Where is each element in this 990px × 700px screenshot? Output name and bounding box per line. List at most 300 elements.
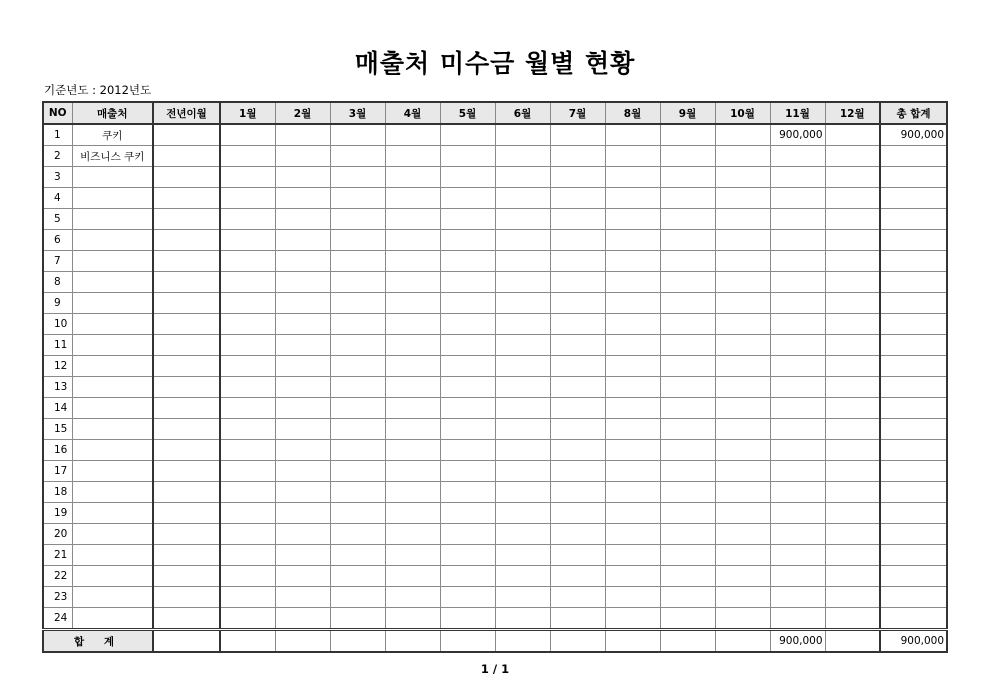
- month-cell[interactable]: [550, 251, 605, 272]
- month-cell[interactable]: [330, 209, 385, 230]
- client-cell[interactable]: [72, 461, 153, 482]
- month-cell[interactable]: [330, 314, 385, 335]
- month-cell[interactable]: [440, 587, 495, 608]
- month-cell[interactable]: [715, 440, 770, 461]
- month-cell[interactable]: [440, 188, 495, 209]
- month-cell[interactable]: [275, 461, 330, 482]
- carryover-cell[interactable]: [153, 440, 220, 461]
- carryover-cell[interactable]: [153, 461, 220, 482]
- month-cell[interactable]: [220, 124, 275, 146]
- month-cell[interactable]: [220, 251, 275, 272]
- month-cell[interactable]: [440, 124, 495, 146]
- month-cell[interactable]: [550, 398, 605, 419]
- month-cell[interactable]: [715, 124, 770, 146]
- client-cell[interactable]: [72, 188, 153, 209]
- client-cell[interactable]: [72, 272, 153, 293]
- month-cell[interactable]: [385, 251, 440, 272]
- month-cell[interactable]: [495, 314, 550, 335]
- month-cell[interactable]: [770, 482, 825, 503]
- month-cell[interactable]: [220, 314, 275, 335]
- month-cell[interactable]: [385, 440, 440, 461]
- month-cell[interactable]: [495, 377, 550, 398]
- month-cell[interactable]: [605, 587, 660, 608]
- month-cell[interactable]: [825, 167, 880, 188]
- month-cell[interactable]: [220, 335, 275, 356]
- month-cell[interactable]: [330, 608, 385, 630]
- month-cell[interactable]: [605, 440, 660, 461]
- month-cell[interactable]: [660, 124, 715, 146]
- carryover-cell[interactable]: [153, 272, 220, 293]
- month-cell[interactable]: [385, 209, 440, 230]
- month-cell[interactable]: [770, 209, 825, 230]
- month-cell[interactable]: [385, 335, 440, 356]
- month-cell[interactable]: [220, 209, 275, 230]
- month-cell[interactable]: [220, 377, 275, 398]
- month-cell[interactable]: [330, 524, 385, 545]
- month-cell[interactable]: [715, 314, 770, 335]
- month-cell[interactable]: [660, 545, 715, 566]
- month-cell[interactable]: [825, 398, 880, 419]
- month-cell[interactable]: [440, 314, 495, 335]
- month-cell[interactable]: [550, 146, 605, 167]
- month-cell[interactable]: [660, 608, 715, 630]
- month-cell[interactable]: [440, 272, 495, 293]
- month-cell[interactable]: [330, 188, 385, 209]
- month-cell[interactable]: [220, 146, 275, 167]
- client-cell[interactable]: [72, 167, 153, 188]
- month-cell[interactable]: [275, 503, 330, 524]
- month-cell[interactable]: [825, 545, 880, 566]
- month-cell[interactable]: [825, 209, 880, 230]
- carryover-cell[interactable]: [153, 314, 220, 335]
- month-cell[interactable]: [605, 461, 660, 482]
- month-cell[interactable]: [770, 608, 825, 630]
- month-cell[interactable]: [440, 146, 495, 167]
- month-cell[interactable]: [770, 566, 825, 587]
- month-cell[interactable]: [275, 608, 330, 630]
- month-cell[interactable]: [330, 146, 385, 167]
- month-cell[interactable]: [275, 209, 330, 230]
- month-cell[interactable]: [385, 314, 440, 335]
- month-cell[interactable]: [770, 230, 825, 251]
- month-cell[interactable]: [220, 293, 275, 314]
- month-cell[interactable]: [825, 314, 880, 335]
- month-cell[interactable]: [330, 587, 385, 608]
- month-cell[interactable]: [660, 398, 715, 419]
- month-cell[interactable]: [605, 377, 660, 398]
- month-cell[interactable]: [825, 251, 880, 272]
- month-cell[interactable]: [385, 461, 440, 482]
- month-cell[interactable]: [715, 545, 770, 566]
- month-cell[interactable]: [550, 545, 605, 566]
- client-cell[interactable]: [72, 335, 153, 356]
- month-cell[interactable]: [330, 545, 385, 566]
- month-cell[interactable]: [770, 314, 825, 335]
- month-cell[interactable]: [440, 377, 495, 398]
- month-cell[interactable]: [550, 124, 605, 146]
- month-cell[interactable]: [275, 524, 330, 545]
- month-cell[interactable]: [440, 356, 495, 377]
- month-cell[interactable]: [660, 230, 715, 251]
- month-cell[interactable]: [385, 293, 440, 314]
- month-cell[interactable]: [220, 356, 275, 377]
- client-cell[interactable]: 비즈니스 쿠키: [72, 146, 153, 167]
- month-cell[interactable]: 900,000: [770, 124, 825, 146]
- month-cell[interactable]: [220, 440, 275, 461]
- month-cell[interactable]: [605, 188, 660, 209]
- month-cell[interactable]: [550, 503, 605, 524]
- month-cell[interactable]: [330, 356, 385, 377]
- month-cell[interactable]: [495, 272, 550, 293]
- month-cell[interactable]: [330, 461, 385, 482]
- month-cell[interactable]: [550, 272, 605, 293]
- month-cell[interactable]: [550, 188, 605, 209]
- month-cell[interactable]: [660, 587, 715, 608]
- month-cell[interactable]: [825, 188, 880, 209]
- month-cell[interactable]: [440, 230, 495, 251]
- month-cell[interactable]: [825, 335, 880, 356]
- carryover-cell[interactable]: [153, 419, 220, 440]
- month-cell[interactable]: [825, 566, 880, 587]
- client-cell[interactable]: [72, 608, 153, 630]
- month-cell[interactable]: [770, 440, 825, 461]
- month-cell[interactable]: [495, 251, 550, 272]
- month-cell[interactable]: [825, 272, 880, 293]
- month-cell[interactable]: [825, 230, 880, 251]
- month-cell[interactable]: [770, 377, 825, 398]
- month-cell[interactable]: [440, 335, 495, 356]
- month-cell[interactable]: [495, 124, 550, 146]
- month-cell[interactable]: [825, 461, 880, 482]
- month-cell[interactable]: [385, 545, 440, 566]
- month-cell[interactable]: [440, 503, 495, 524]
- month-cell[interactable]: [715, 377, 770, 398]
- month-cell[interactable]: [495, 503, 550, 524]
- month-cell[interactable]: [330, 167, 385, 188]
- month-cell[interactable]: [385, 587, 440, 608]
- month-cell[interactable]: [605, 293, 660, 314]
- month-cell[interactable]: [550, 230, 605, 251]
- client-cell[interactable]: [72, 377, 153, 398]
- month-cell[interactable]: [220, 188, 275, 209]
- month-cell[interactable]: [550, 524, 605, 545]
- month-cell[interactable]: [550, 314, 605, 335]
- month-cell[interactable]: [715, 587, 770, 608]
- month-cell[interactable]: [715, 209, 770, 230]
- month-cell[interactable]: [495, 230, 550, 251]
- month-cell[interactable]: [605, 314, 660, 335]
- month-cell[interactable]: [385, 124, 440, 146]
- month-cell[interactable]: [770, 398, 825, 419]
- carryover-cell[interactable]: [153, 377, 220, 398]
- carryover-cell[interactable]: [153, 587, 220, 608]
- carryover-cell[interactable]: [153, 335, 220, 356]
- month-cell[interactable]: [660, 146, 715, 167]
- month-cell[interactable]: [440, 398, 495, 419]
- month-cell[interactable]: [660, 377, 715, 398]
- month-cell[interactable]: [220, 566, 275, 587]
- month-cell[interactable]: [715, 188, 770, 209]
- month-cell[interactable]: [825, 587, 880, 608]
- month-cell[interactable]: [550, 335, 605, 356]
- month-cell[interactable]: [770, 188, 825, 209]
- carryover-cell[interactable]: [153, 209, 220, 230]
- carryover-cell[interactable]: [153, 188, 220, 209]
- month-cell[interactable]: [495, 356, 550, 377]
- month-cell[interactable]: [385, 146, 440, 167]
- month-cell[interactable]: [825, 524, 880, 545]
- month-cell[interactable]: [275, 188, 330, 209]
- month-cell[interactable]: [770, 167, 825, 188]
- month-cell[interactable]: [275, 566, 330, 587]
- carryover-cell[interactable]: [153, 124, 220, 146]
- month-cell[interactable]: [440, 545, 495, 566]
- month-cell[interactable]: [385, 377, 440, 398]
- month-cell[interactable]: [660, 419, 715, 440]
- month-cell[interactable]: [220, 167, 275, 188]
- month-cell[interactable]: [605, 209, 660, 230]
- client-cell[interactable]: [72, 230, 153, 251]
- month-cell[interactable]: [825, 146, 880, 167]
- month-cell[interactable]: [330, 335, 385, 356]
- client-cell[interactable]: [72, 293, 153, 314]
- month-cell[interactable]: [440, 293, 495, 314]
- carryover-cell[interactable]: [153, 524, 220, 545]
- month-cell[interactable]: [385, 167, 440, 188]
- month-cell[interactable]: [275, 314, 330, 335]
- month-cell[interactable]: [440, 209, 495, 230]
- month-cell[interactable]: [220, 419, 275, 440]
- month-cell[interactable]: [275, 230, 330, 251]
- month-cell[interactable]: [440, 251, 495, 272]
- month-cell[interactable]: [715, 482, 770, 503]
- carryover-cell[interactable]: [153, 503, 220, 524]
- month-cell[interactable]: [715, 146, 770, 167]
- month-cell[interactable]: [550, 461, 605, 482]
- month-cell[interactable]: [385, 188, 440, 209]
- month-cell[interactable]: [275, 293, 330, 314]
- month-cell[interactable]: [660, 293, 715, 314]
- month-cell[interactable]: [605, 482, 660, 503]
- month-cell[interactable]: [495, 146, 550, 167]
- month-cell[interactable]: [385, 566, 440, 587]
- carryover-cell[interactable]: [153, 251, 220, 272]
- client-cell[interactable]: [72, 440, 153, 461]
- month-cell[interactable]: [605, 356, 660, 377]
- month-cell[interactable]: [220, 272, 275, 293]
- month-cell[interactable]: [770, 356, 825, 377]
- month-cell[interactable]: [440, 461, 495, 482]
- month-cell[interactable]: [330, 377, 385, 398]
- month-cell[interactable]: [660, 188, 715, 209]
- carryover-cell[interactable]: [153, 146, 220, 167]
- month-cell[interactable]: [385, 608, 440, 630]
- month-cell[interactable]: [385, 524, 440, 545]
- client-cell[interactable]: [72, 545, 153, 566]
- month-cell[interactable]: [550, 419, 605, 440]
- month-cell[interactable]: [220, 608, 275, 630]
- month-cell[interactable]: [715, 566, 770, 587]
- month-cell[interactable]: [330, 293, 385, 314]
- client-cell[interactable]: 쿠키: [72, 124, 153, 146]
- month-cell[interactable]: [495, 419, 550, 440]
- month-cell[interactable]: [550, 293, 605, 314]
- month-cell[interactable]: [385, 419, 440, 440]
- month-cell[interactable]: [330, 440, 385, 461]
- month-cell[interactable]: [770, 272, 825, 293]
- client-cell[interactable]: [72, 524, 153, 545]
- month-cell[interactable]: [660, 167, 715, 188]
- month-cell[interactable]: [660, 272, 715, 293]
- month-cell[interactable]: [495, 545, 550, 566]
- month-cell[interactable]: [770, 335, 825, 356]
- month-cell[interactable]: [550, 440, 605, 461]
- month-cell[interactable]: [605, 545, 660, 566]
- month-cell[interactable]: [715, 272, 770, 293]
- month-cell[interactable]: [275, 440, 330, 461]
- month-cell[interactable]: [770, 503, 825, 524]
- client-cell[interactable]: [72, 398, 153, 419]
- month-cell[interactable]: [770, 545, 825, 566]
- month-cell[interactable]: [550, 566, 605, 587]
- month-cell[interactable]: [770, 461, 825, 482]
- month-cell[interactable]: [330, 124, 385, 146]
- client-cell[interactable]: [72, 566, 153, 587]
- month-cell[interactable]: [275, 251, 330, 272]
- carryover-cell[interactable]: [153, 566, 220, 587]
- month-cell[interactable]: [385, 503, 440, 524]
- month-cell[interactable]: [330, 398, 385, 419]
- month-cell[interactable]: [330, 251, 385, 272]
- month-cell[interactable]: [495, 440, 550, 461]
- month-cell[interactable]: [385, 272, 440, 293]
- month-cell[interactable]: [495, 167, 550, 188]
- month-cell[interactable]: [825, 440, 880, 461]
- month-cell[interactable]: [715, 293, 770, 314]
- month-cell[interactable]: [440, 440, 495, 461]
- month-cell[interactable]: [440, 524, 495, 545]
- carryover-cell[interactable]: [153, 167, 220, 188]
- month-cell[interactable]: [495, 524, 550, 545]
- month-cell[interactable]: [825, 608, 880, 630]
- month-cell[interactable]: [605, 566, 660, 587]
- month-cell[interactable]: [220, 587, 275, 608]
- month-cell[interactable]: [825, 503, 880, 524]
- month-cell[interactable]: [715, 251, 770, 272]
- month-cell[interactable]: [825, 293, 880, 314]
- month-cell[interactable]: [660, 314, 715, 335]
- carryover-cell[interactable]: [153, 398, 220, 419]
- month-cell[interactable]: [550, 209, 605, 230]
- month-cell[interactable]: [495, 335, 550, 356]
- month-cell[interactable]: [605, 251, 660, 272]
- month-cell[interactable]: [440, 482, 495, 503]
- month-cell[interactable]: [715, 503, 770, 524]
- month-cell[interactable]: [385, 356, 440, 377]
- month-cell[interactable]: [275, 587, 330, 608]
- month-cell[interactable]: [550, 608, 605, 630]
- month-cell[interactable]: [220, 503, 275, 524]
- month-cell[interactable]: [605, 124, 660, 146]
- month-cell[interactable]: [660, 440, 715, 461]
- month-cell[interactable]: [385, 482, 440, 503]
- month-cell[interactable]: [330, 230, 385, 251]
- month-cell[interactable]: [825, 482, 880, 503]
- month-cell[interactable]: [605, 272, 660, 293]
- month-cell[interactable]: [220, 545, 275, 566]
- month-cell[interactable]: [275, 482, 330, 503]
- client-cell[interactable]: [72, 482, 153, 503]
- month-cell[interactable]: [770, 524, 825, 545]
- month-cell[interactable]: [275, 146, 330, 167]
- month-cell[interactable]: [825, 356, 880, 377]
- month-cell[interactable]: [770, 293, 825, 314]
- month-cell[interactable]: [715, 398, 770, 419]
- month-cell[interactable]: [715, 608, 770, 630]
- month-cell[interactable]: [660, 251, 715, 272]
- month-cell[interactable]: [385, 398, 440, 419]
- month-cell[interactable]: [220, 230, 275, 251]
- month-cell[interactable]: [440, 167, 495, 188]
- month-cell[interactable]: [770, 419, 825, 440]
- month-cell[interactable]: [495, 209, 550, 230]
- month-cell[interactable]: [275, 272, 330, 293]
- month-cell[interactable]: [220, 398, 275, 419]
- client-cell[interactable]: [72, 356, 153, 377]
- month-cell[interactable]: [605, 524, 660, 545]
- month-cell[interactable]: [660, 503, 715, 524]
- client-cell[interactable]: [72, 251, 153, 272]
- month-cell[interactable]: [550, 587, 605, 608]
- month-cell[interactable]: [660, 524, 715, 545]
- month-cell[interactable]: [660, 209, 715, 230]
- month-cell[interactable]: [550, 356, 605, 377]
- client-cell[interactable]: [72, 314, 153, 335]
- client-cell[interactable]: [72, 587, 153, 608]
- month-cell[interactable]: [550, 377, 605, 398]
- client-cell[interactable]: [72, 503, 153, 524]
- carryover-cell[interactable]: [153, 293, 220, 314]
- month-cell[interactable]: [330, 566, 385, 587]
- month-cell[interactable]: [825, 419, 880, 440]
- month-cell[interactable]: [275, 377, 330, 398]
- month-cell[interactable]: [550, 482, 605, 503]
- month-cell[interactable]: [770, 587, 825, 608]
- month-cell[interactable]: [660, 335, 715, 356]
- month-cell[interactable]: [275, 419, 330, 440]
- month-cell[interactable]: [385, 230, 440, 251]
- month-cell[interactable]: [220, 461, 275, 482]
- client-cell[interactable]: [72, 419, 153, 440]
- carryover-cell[interactable]: [153, 230, 220, 251]
- month-cell[interactable]: [715, 356, 770, 377]
- month-cell[interactable]: [825, 377, 880, 398]
- month-cell[interactable]: [495, 566, 550, 587]
- month-cell[interactable]: [440, 419, 495, 440]
- month-cell[interactable]: [605, 230, 660, 251]
- month-cell[interactable]: [605, 167, 660, 188]
- month-cell[interactable]: [495, 608, 550, 630]
- month-cell[interactable]: [715, 230, 770, 251]
- month-cell[interactable]: [275, 335, 330, 356]
- month-cell[interactable]: [770, 251, 825, 272]
- month-cell[interactable]: [770, 146, 825, 167]
- month-cell[interactable]: [605, 608, 660, 630]
- month-cell[interactable]: [330, 503, 385, 524]
- month-cell[interactable]: [660, 566, 715, 587]
- month-cell[interactable]: [715, 419, 770, 440]
- month-cell[interactable]: [275, 398, 330, 419]
